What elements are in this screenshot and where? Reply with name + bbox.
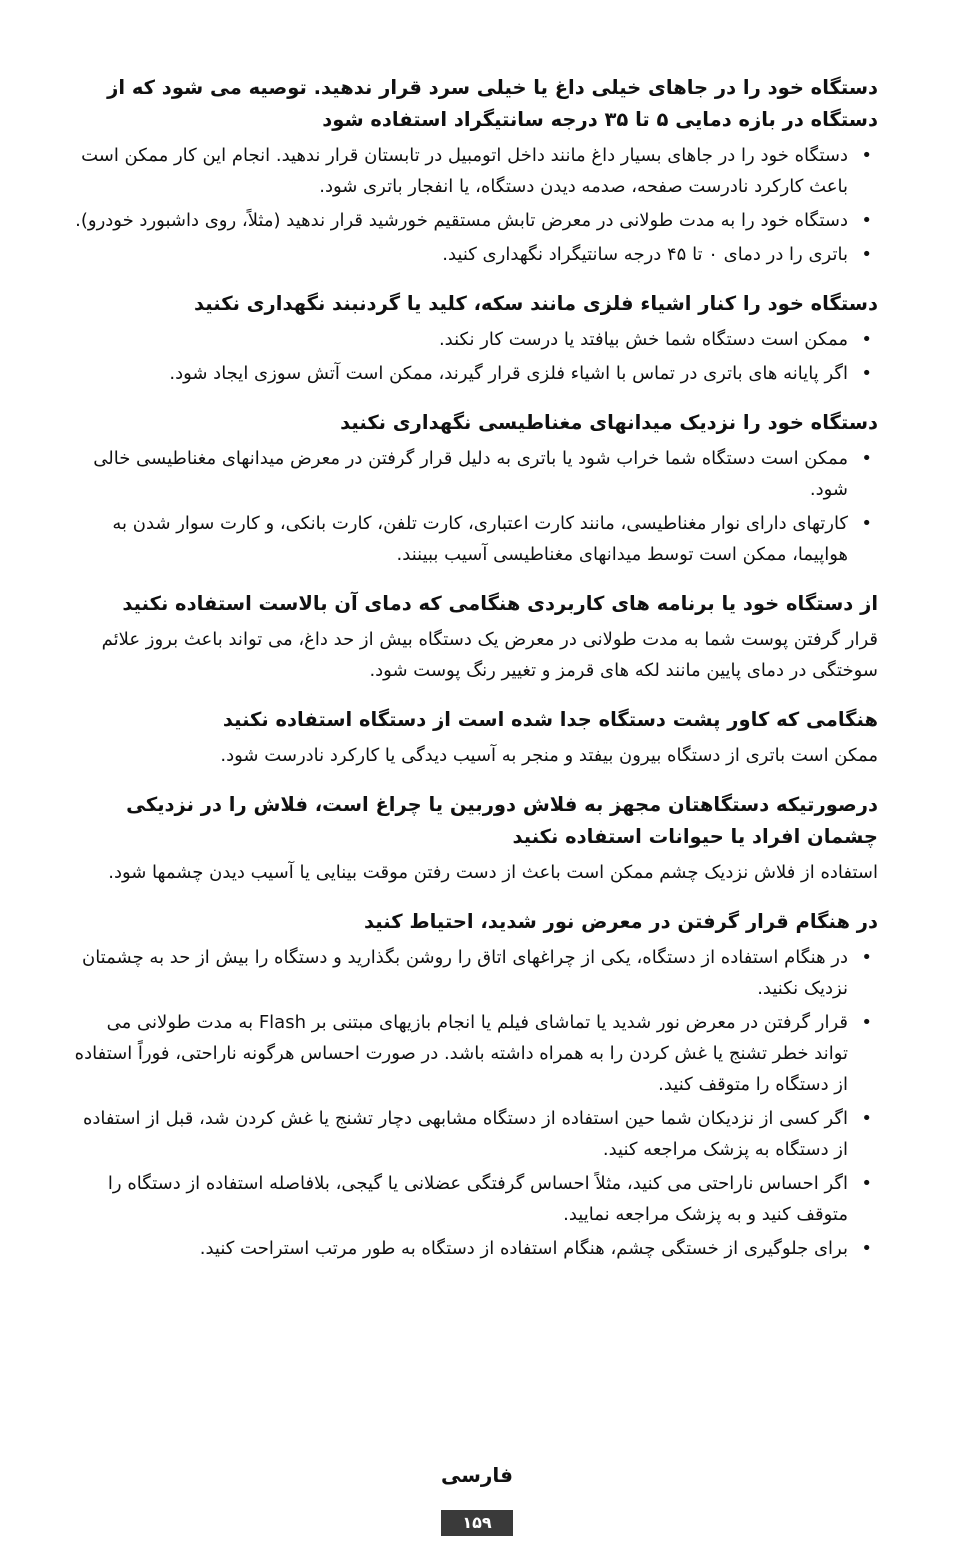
bullet-item: • اگر پایانه های باتری در تماس با اشیاء فلزی قرار گیرند، ممکن است آتش سوزی ایجاد شود. xyxy=(72,358,878,389)
section-back-cover xyxy=(72,704,878,771)
section-heading: دستگاه خود را در جاهای خیلی داغ یا خیلی سرد قرار ندهید. توصیه می شود که از دستگاه در بازه دمایی ۵ تا ۳۵ درجه سانتیگراد استفاده شود xyxy=(107,76,878,131)
section-flash xyxy=(72,789,878,888)
bullet-list xyxy=(72,942,878,1264)
bullet-item: • برای جلوگیری از خستگی چشم، هنگام استفاده از دستگاه به طور مرتب استراحت کنید. xyxy=(72,1233,878,1264)
bullet-item: • اگر کسی از نزدیکان شما حین استفاده از دستگاه مشابهی دچار تشنج یا غش کردن شد، قبل از استفاده از دستگاه به پزشک مراجعه کنید. xyxy=(72,1103,878,1165)
footer-language: فارسی xyxy=(440,1463,514,1487)
section-heading: دستگاه خود را نزدیک میدانهای مغناطیسی نگهداری نکنید xyxy=(340,411,878,434)
bullet-item: • دستگاه خود را در جاهای بسیار داغ مانند داخل اتومبیل در تابستان قرار ندهید. انجام این کار ممکن است باعث کارکرد نادرست صفحه، صدمه دیدن دستگاه، یا انفجار باتری شود. xyxy=(72,140,878,202)
section-heading: هنگامی که کاور پشت دستگاه جدا شده است از دستگاه استفاده نکنید xyxy=(222,708,878,731)
bullet-item: • باتری را در دمای ۰ تا ۴۵ درجه سانتیگراد نگهداری کنید. xyxy=(72,239,878,270)
section-paragraph: ممکن است باتری از دستگاه بیرون بیفتد و منجر به آسیب دیدگی یا کارکرد نادرست شود. xyxy=(220,745,878,766)
bullet-item: • کارتهای دارای نوار مغناطیسی، مانند کارت اعتباری، کارت تلفن، کارت بانکی، و کارت سوار شدن به هواپیما، ممکن است توسط میدانهای مغناطیسی آسیب ببینند. xyxy=(72,508,878,570)
bullet-item: • ممکن است دستگاه شما خش بیافتد یا درست کار نکند. xyxy=(72,324,878,355)
safety-content xyxy=(72,72,878,1267)
section-temperature xyxy=(72,72,878,270)
section-heading: دستگاه خود را کنار اشیاء فلزی مانند سکه، کلید یا گردنبند نگهداری نکنید xyxy=(194,292,878,315)
bullet-item: • قرار گرفتن در معرض نور شدید یا تماشای فیلم یا انجام بازیهای مبتنی بر Flash به مدت طولانی می تواند خطر تشنج یا غش کردن را به همراه داشته باشد. در صورت احساس هرگونه ناراحتی، فوراً استفاده از دستگاه را متوقف کنید. xyxy=(72,1007,878,1100)
bullet-item: • دستگاه خود را به مدت طولانی در معرض تابش مستقیم خورشید قرار ندهید (مثلاً، روی داشبورد خودرو). xyxy=(72,205,878,236)
section-heading: در هنگام قرار گرفتن در معرض نور شدید، احتیاط کنید xyxy=(364,910,878,933)
section-paragraph: قرار گرفتن پوست شما به مدت طولانی در معرض یک دستگاه بیش از حد داغ، می تواند باعث بروز علائم سوختگی در دمای پایین مانند لکه های قرمز و تغییر رنگ پوست شود. xyxy=(101,629,878,681)
bullet-list xyxy=(72,324,878,389)
bullet-list xyxy=(72,140,878,270)
section-bright-light xyxy=(72,906,878,1264)
bullet-item: • ممکن است دستگاه شما خراب شود یا باتری به دلیل قرار گرفتن در معرض میدانهای مغناطیسی خالی شود. xyxy=(72,443,878,505)
section-magnetic-fields xyxy=(72,407,878,570)
section-metal-objects xyxy=(72,288,878,389)
page-number-badge: ۱۵۹ xyxy=(441,1510,513,1536)
section-heading: از دستگاه خود یا برنامه های کاربردی هنگامی که دمای آن بالاست استفاده نکنید xyxy=(122,592,878,615)
bullet-item: • اگر احساس ناراحتی می کنید، مثلاً احساس گرفتگی عضلانی یا گیجی، بلافاصله استفاده از دستگاه را متوقف کنید و به پزشک مراجعه نمایید. xyxy=(72,1168,878,1230)
section-hot-device xyxy=(72,588,878,686)
bullet-list xyxy=(72,443,878,570)
section-heading: درصورتیکه دستگاهتان مجهز به فلاش دوربین یا چراغ است، فلاش را در نزدیکی چشمان افراد یا حیوانات استفاده نکنید xyxy=(126,793,878,848)
section-paragraph: استفاده از فلاش نزدیک چشم ممکن است باعث از دست رفتن موقت بینایی یا آسیب دیدن چشمها شود. xyxy=(108,862,878,883)
bullet-item: • در هنگام استفاده از دستگاه، یکی از چراغهای اتاق را روشن بگذارید و دستگاه را بیش از حد به چشمتان نزدیک نکنید. xyxy=(72,942,878,1004)
